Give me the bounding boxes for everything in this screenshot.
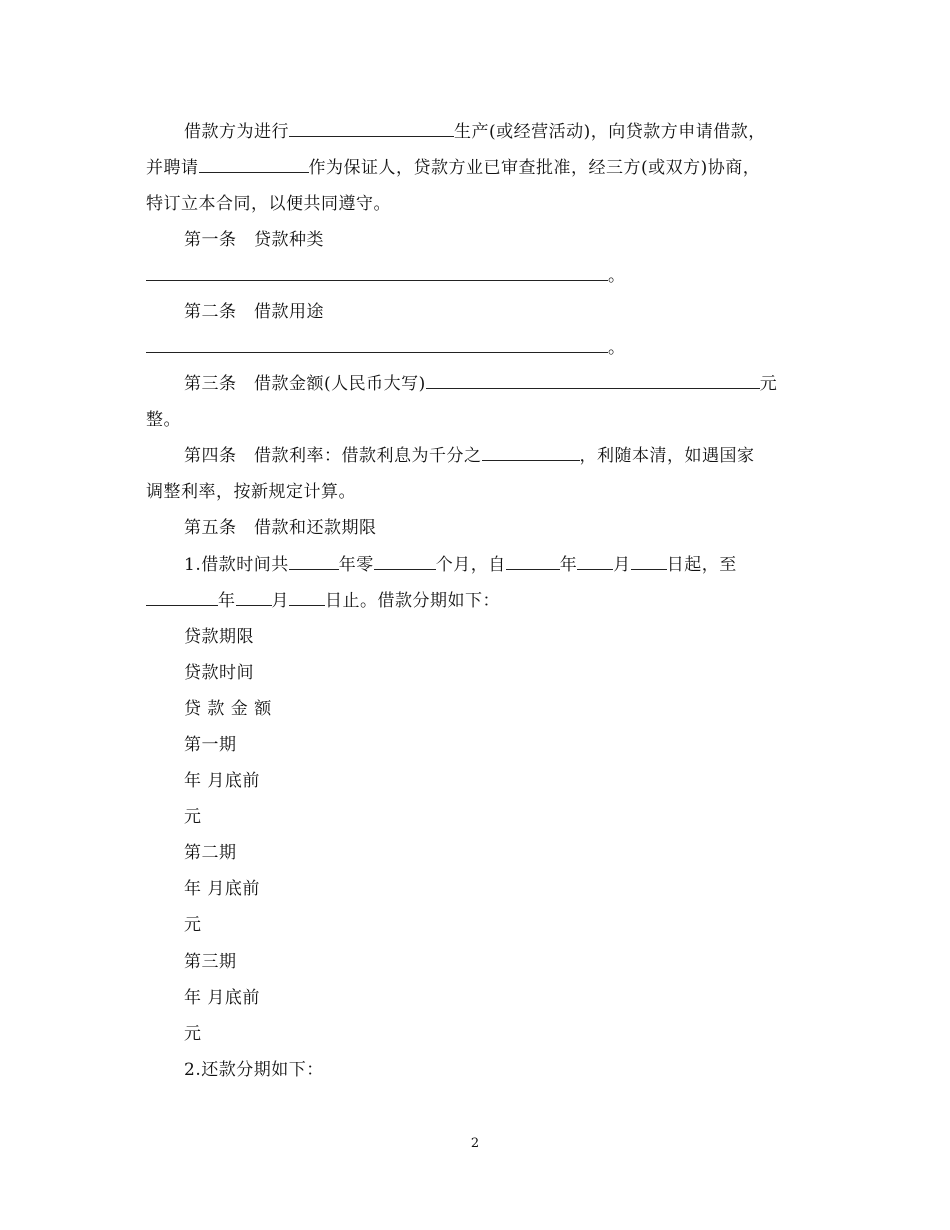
- article-3-cont: 整。: [146, 410, 181, 430]
- blank-field: [374, 553, 436, 570]
- blank-field: [199, 156, 309, 173]
- article-5-item-2: 2.还款分期如下：: [184, 1060, 324, 1080]
- period: 。: [608, 338, 626, 358]
- intro-text: 并聘请: [146, 158, 199, 178]
- article-2-blank-line: [146, 336, 626, 360]
- table-line: 年 月底前: [184, 988, 260, 1008]
- article-2-heading: 第二条 借款用途: [184, 302, 324, 322]
- table-line: 元: [184, 1024, 202, 1044]
- item-text: 年: [559, 555, 578, 575]
- blank-field: [426, 372, 760, 389]
- page-number: 2: [470, 1136, 480, 1151]
- period: 。: [608, 266, 626, 286]
- item-text: 1.借款时间共: [184, 555, 289, 575]
- blank-field: [146, 264, 608, 281]
- intro-line-3: 特订立本合同，以便共同遵守。: [146, 194, 391, 214]
- item-text: 年零: [338, 555, 374, 575]
- unit-text: 元: [759, 374, 778, 394]
- table-line: 第一期: [184, 735, 237, 755]
- article-3-line: [184, 372, 777, 396]
- article-4-cont: 调整利率，按新规定计算。: [146, 482, 356, 502]
- item-text: 日起，至: [666, 555, 737, 575]
- article-5-item-1-cont: [146, 589, 500, 613]
- intro-text: 作为保证人，贷款方业已审查批准，经三方(或双方)协商，: [308, 158, 761, 178]
- table-line: 贷 款 金 额: [184, 699, 272, 719]
- article-4-line: [184, 444, 755, 468]
- article-4-text: ，利随本清，如遇国家: [579, 446, 755, 466]
- blank-field: [289, 589, 325, 606]
- article-1-heading: 第一条 贷款种类: [184, 230, 324, 250]
- table-line: 年 月底前: [184, 771, 260, 791]
- article-3-heading: 第三条 借款金额(人民币大写): [184, 374, 426, 394]
- table-line: 年 月底前: [184, 879, 260, 899]
- article-5-heading: 第五条 借款和还款期限: [184, 518, 377, 538]
- blank-field: [236, 589, 272, 606]
- blank-field: [146, 589, 218, 606]
- table-line: 贷款期限: [184, 627, 254, 647]
- item-text: 月: [271, 591, 289, 611]
- item-text: 日止。借款分期如下：: [325, 591, 500, 611]
- intro-text: 生产(或经营活动)，向贷款方申请借款，: [454, 122, 766, 142]
- table-line: 第二期: [184, 843, 237, 863]
- article-5-item-1: [184, 553, 737, 577]
- blank-field: [289, 120, 454, 137]
- blank-field: [506, 553, 560, 570]
- blank-field: [146, 336, 608, 353]
- blank-field: [631, 553, 667, 570]
- table-line: 元: [184, 807, 202, 827]
- item-text: 个月，自: [435, 555, 506, 575]
- table-line: 第三期: [184, 952, 237, 972]
- blank-field: [577, 553, 613, 570]
- table-line: 元: [184, 915, 202, 935]
- article-4-text: 第四条 借款利率：借款利息为千分之: [184, 446, 482, 466]
- table-line: 贷款时间: [184, 663, 254, 683]
- blank-field: [482, 444, 580, 461]
- item-text: 年: [218, 591, 236, 611]
- intro-text: 借款方为进行: [184, 122, 289, 142]
- blank-field: [289, 553, 339, 570]
- intro-line-1: [184, 120, 766, 144]
- item-text: 月: [613, 555, 631, 575]
- intro-line-2: [146, 156, 760, 180]
- article-1-blank-line: [146, 264, 626, 288]
